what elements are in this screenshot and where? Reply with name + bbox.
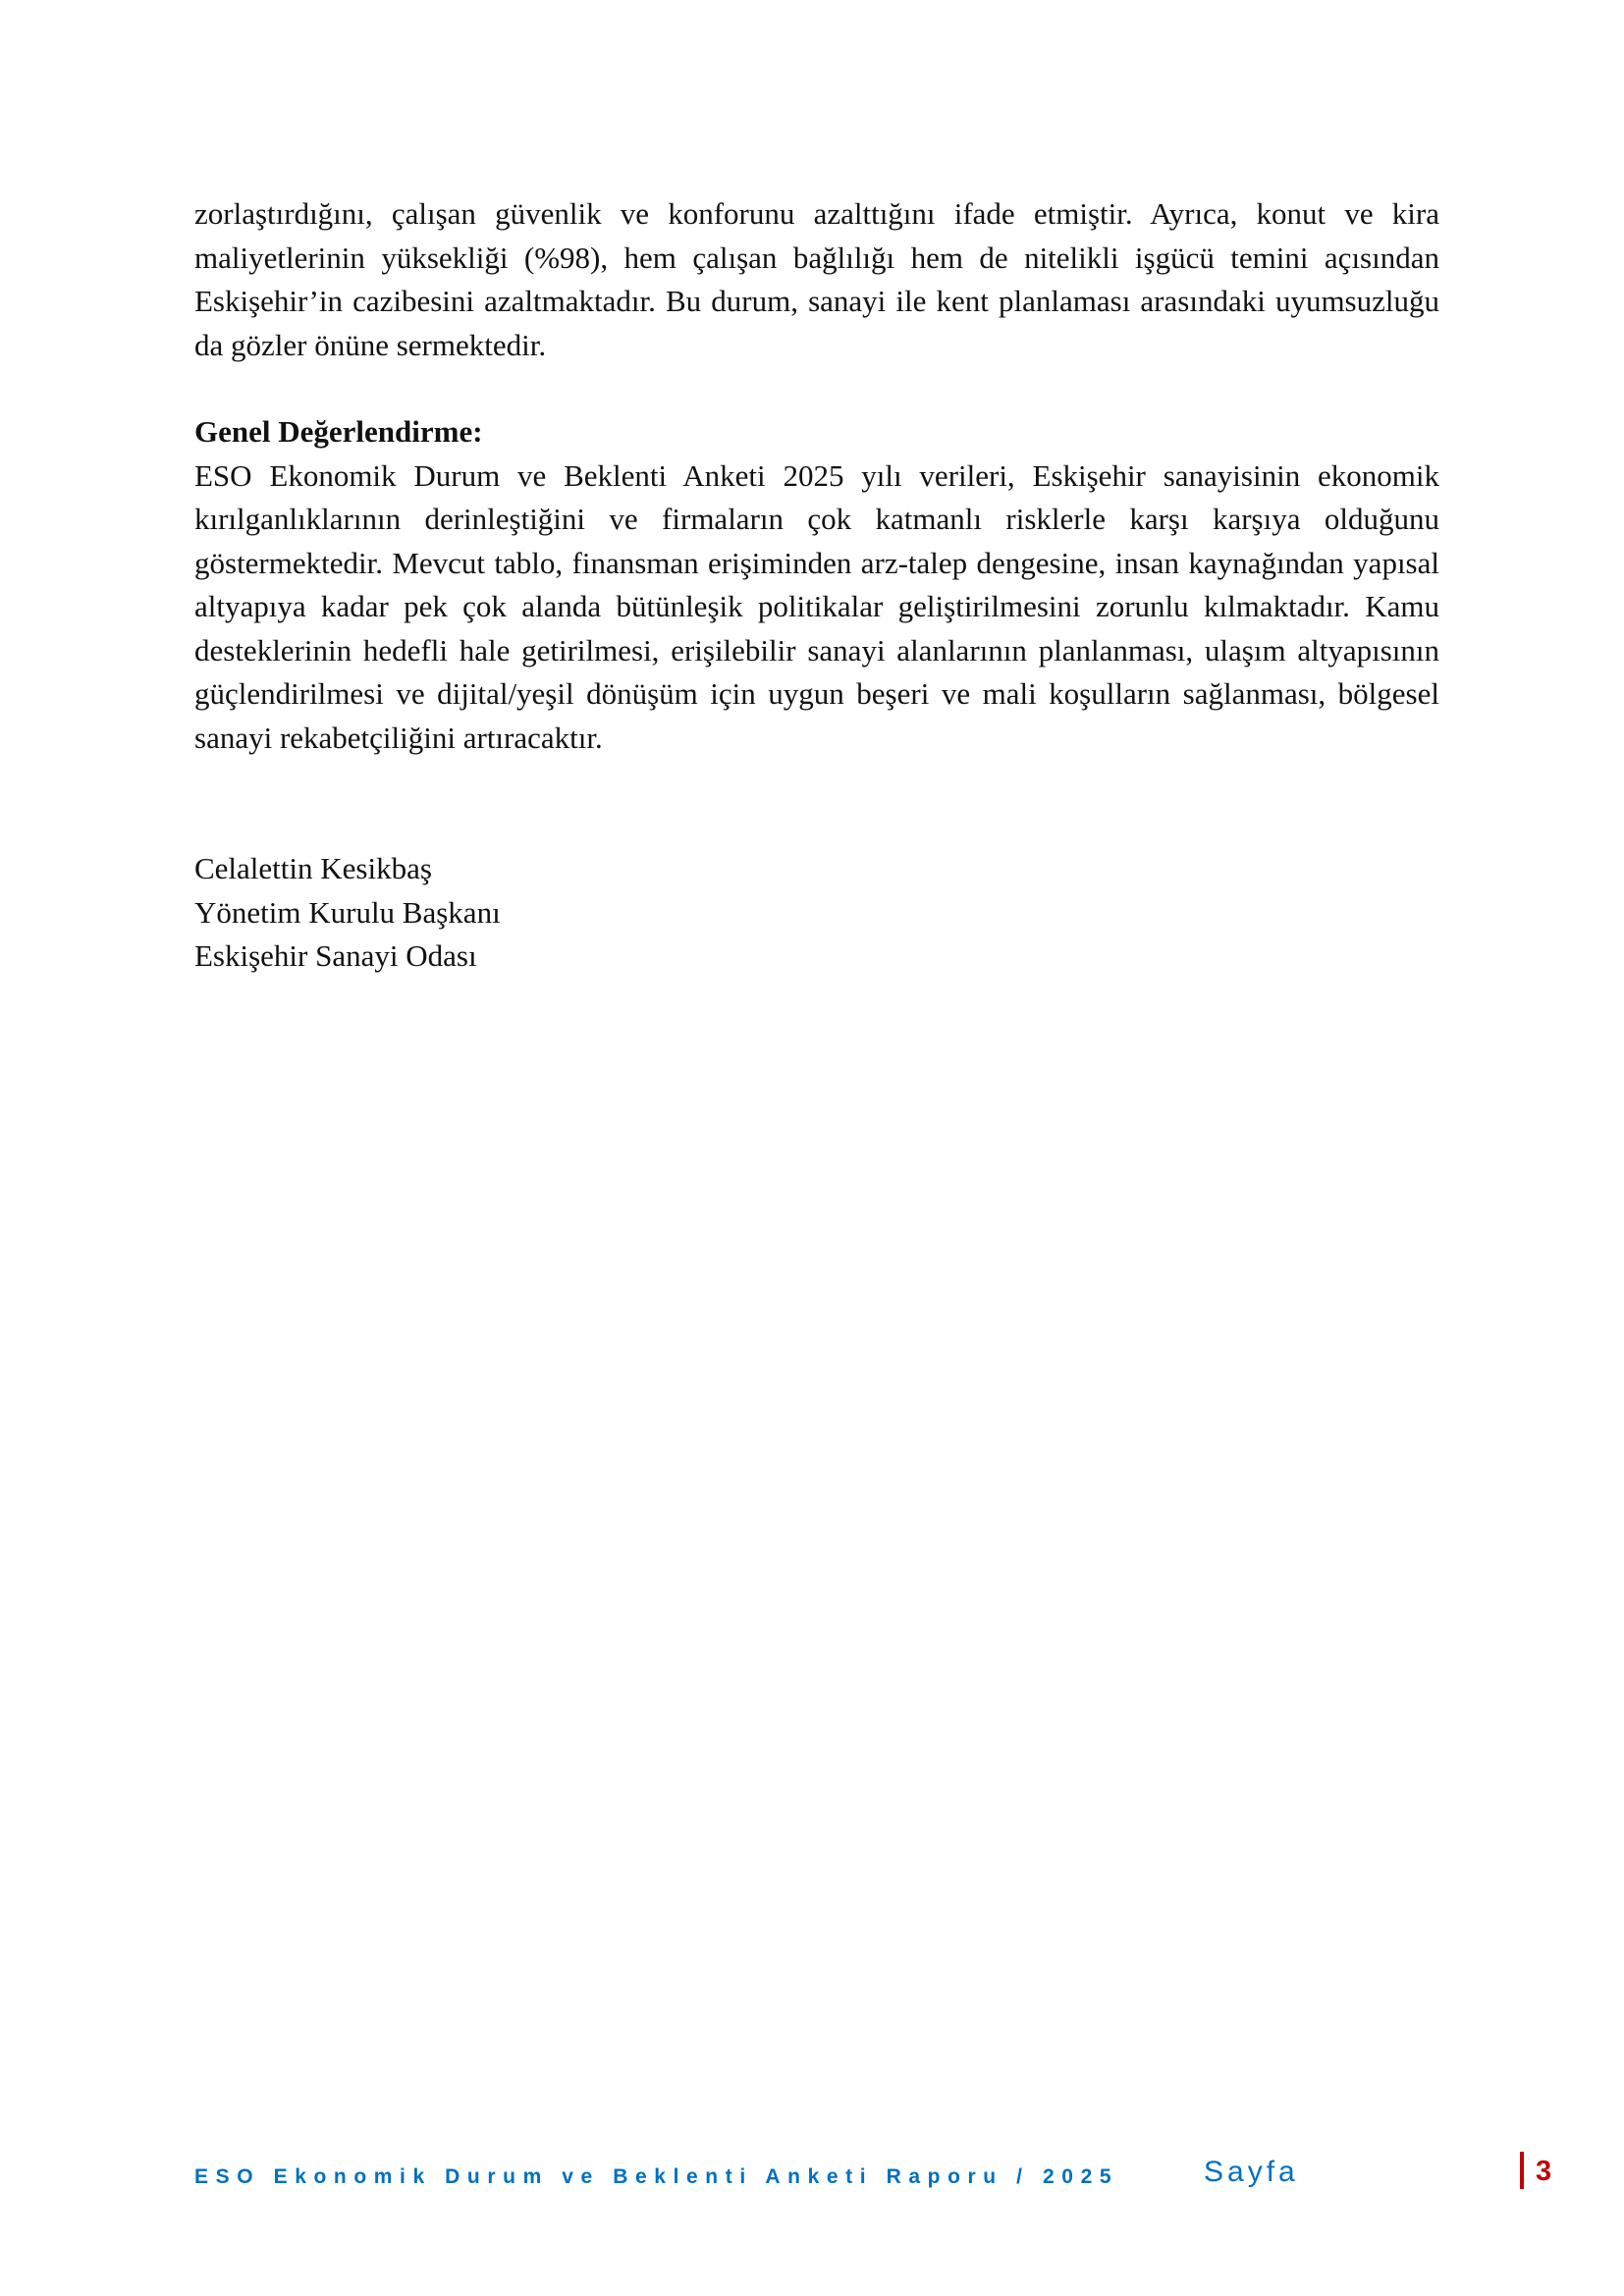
- signature-block: [194, 847, 1439, 979]
- footer-separator: [1520, 2152, 1524, 2189]
- page-footer: [194, 2152, 1552, 2195]
- document-body: [194, 192, 1439, 979]
- section-heading: Genel Değerlendirme:: [194, 414, 483, 449]
- signature-name: Celalettin Kesikbaş: [194, 851, 432, 885]
- body-paragraph: zorlaştırdığını, çalışan güvenlik ve konforunu azalttığını ifade etmiştir. Ayrıca, konut ve kira maliyetlerinin yüksekliği (%98), hem çalışan bağlılığı hem de nitelikli işgücü temini açısından Eskişehir’in cazibesini azaltmaktadır. Bu durum, sanayi ile kent planlaması arasındaki uyumsuzluğu da gözler önüne sermektedir.: [194, 196, 1439, 362]
- footer-report-title: ESO Ekonomik Durum ve Beklenti Anketi Raporu / 2025: [194, 2165, 1119, 2188]
- signature-organization: Eskişehir Sanayi Odası: [194, 938, 477, 973]
- footer-page-number: 3: [1536, 2156, 1552, 2187]
- section-paragraph: ESO Ekonomik Durum ve Beklenti Anketi 2025 yılı verileri, Eskişehir sanayisinin ekonomik kırılganlıklarının derinleştiğini ve firmaların çok katmanlı risklerle karşı karşıya olduğunu göstermektedir. Mevcut tablo, finansman erişiminden arz-talep dengesine, insan kaynağından yapısal altyapıya kadar pek çok alanda bütünleşik politikalar geliştirilmesini zorunlu kılmaktadır. Kamu desteklerinin hedefli hale getirilmesi, erişilebilir sanayi alanlarının planlanması, ulaşım altyapısının güçlendirilmesi ve dijital/yeşil dönüşüm için uygun beşeri ve mali koşulların sağlanması, bölgesel sanayi rekabetçiliğini artıracaktır.: [194, 457, 1439, 755]
- signature-title: Yönetim Kurulu Başkanı: [194, 894, 501, 930]
- footer-page-label: Sayfa: [1204, 2156, 1299, 2188]
- general-evaluation-section: [194, 410, 1439, 760]
